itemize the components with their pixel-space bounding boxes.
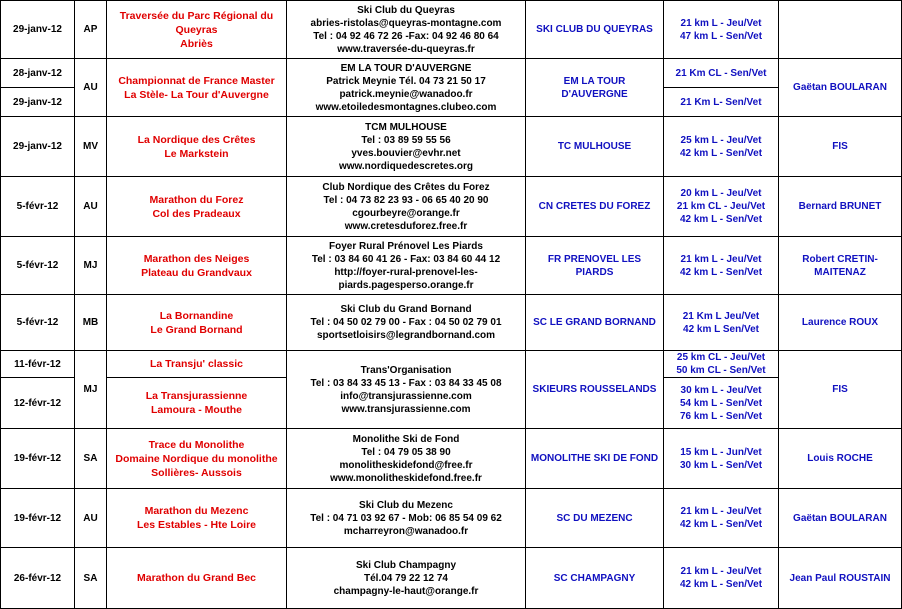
race-distances-line: 76 km L - Sen/Vet [679, 410, 763, 422]
organizer-contact-line: Ski Club du Queyras [357, 4, 455, 16]
organizing-club-line: PIARDS [575, 266, 614, 278]
date-cell [0, 236, 75, 295]
organizer-contact-line: monolitheskidefond@free.fr [339, 459, 473, 471]
organizer-contact-line: TCM MULHOUSE [365, 121, 447, 133]
organizer-contact [286, 116, 526, 177]
race-distances-line: 21 Km CL - Sen/Vet [675, 67, 767, 79]
organizer-contact-line: EM LA TOUR D'AUVERGNE [340, 62, 472, 74]
date-cell-line: 29-janv-12 [13, 96, 62, 108]
race-name-line: Lamoura - Mouthe [151, 404, 242, 416]
organizing-club [525, 236, 664, 295]
race-distances-line: 50 km CL - Sen/Vet [676, 365, 766, 376]
organizer-contact-line: www.traversée-du-queyras.fr [337, 43, 475, 55]
region-code-text: MJ [83, 260, 98, 271]
organizer-contact-line: cgourbeyre@orange.fr [352, 207, 460, 219]
race-distances-line: 42 km L Sen/Vet [683, 323, 759, 335]
race-distances [663, 116, 779, 177]
race-distances [663, 176, 779, 237]
race-name-line: Les Estables - Hte Loire [136, 519, 257, 531]
race-distances-line: 47 km L - Sen/Vet [679, 30, 763, 42]
organizer-contact [286, 428, 526, 489]
organizer-contact-line: www.nordiquedescretes.org [338, 160, 474, 172]
race-name-line: La Transju' classic [150, 358, 243, 370]
organizing-club-line: SKI CLUB DU QUEYRAS [536, 24, 653, 35]
region-code-text: AP [83, 24, 98, 35]
race-distances-line: 15 km L - Jun/Vet [680, 446, 762, 458]
organizer-contact-line: mcharreyron@wanadoo.fr [343, 525, 469, 537]
date-cell [0, 428, 75, 489]
organizer-contact [286, 488, 526, 548]
technical-delegate [778, 176, 902, 237]
organizing-club-line: CN CRETES DU FOREZ [538, 201, 651, 212]
date-cell-line: 29-janv-12 [13, 24, 62, 35]
organizer-contact [286, 294, 526, 351]
region-code [74, 0, 107, 59]
race-distances [663, 294, 779, 351]
region-code [74, 116, 107, 177]
region-code [74, 350, 107, 429]
race-distances-line: 30 km L - Jeu/Vet [680, 384, 762, 396]
race-name [106, 58, 287, 117]
region-code-text: SA [83, 453, 98, 464]
organizer-contact [286, 236, 526, 295]
race-distances [663, 377, 779, 429]
organizer-contact-line: www.etoiledesmontagnes.clubeo.com [315, 101, 497, 113]
race-name-line: Col des Pradeaux [152, 207, 241, 220]
date-cell [0, 0, 75, 59]
organizer-contact-line: Ski Club du Mezenc [359, 499, 453, 511]
race-name-line: Championnat de France Master [118, 74, 275, 87]
race-distances [663, 58, 779, 88]
organizer-contact-line: patrick.meynie@wanadoo.fr [339, 88, 473, 100]
region-code-text: MB [82, 317, 99, 328]
organizing-club [525, 176, 664, 237]
organizer-contact-line: Club Nordique des Crêtes du Forez [322, 181, 490, 193]
organizer-contact-line: Tel : 03 84 60 41 26 - Fax: 03 84 60 44 12 [311, 253, 501, 265]
region-code-text: MV [83, 141, 98, 152]
organizer-contact-line: http://foyer-rural-prenovel-les- [334, 266, 478, 278]
race-name-line: Marathon du Forez [149, 193, 244, 206]
race-distances [663, 488, 779, 548]
region-code [74, 58, 107, 117]
organizing-club-line: SC LE GRAND BORNAND [533, 317, 656, 328]
race-name-line: Abriès [180, 37, 213, 50]
race-name [106, 176, 287, 237]
organizer-contact-line: www.cretesduforez.free.fr [344, 220, 468, 232]
organizer-contact-line: Tel : 04 50 02 79 00 - Fax : 04 50 02 79 01 [310, 317, 502, 328]
race-name [106, 350, 287, 378]
date-cell [0, 58, 75, 88]
date-cell-line: 5-févr-12 [16, 260, 59, 271]
region-code-text: MJ [83, 384, 98, 395]
organizer-contact-line: Tel : 04 73 82 23 93 - 06 65 40 20 90 [323, 194, 489, 206]
region-code [74, 428, 107, 489]
race-name [106, 377, 287, 429]
race-distances [663, 87, 779, 117]
organizer-contact-line: www.monolitheskidefond.free.fr [330, 472, 482, 484]
technical-delegate [778, 547, 902, 609]
organizer-contact-line: Patrick Meynie Tél. 04 73 21 50 17 [326, 75, 486, 87]
organizer-contact-line: Foyer Rural Prénovel Les Piards [329, 240, 483, 252]
date-cell-line: 5-févr-12 [16, 201, 59, 212]
organizing-club [525, 488, 664, 548]
region-code [74, 547, 107, 609]
race-distances-line: 21 km L - Jeu/Vet [680, 506, 762, 517]
date-cell-line: 11-févr-12 [14, 358, 61, 370]
race-distances-line: 25 km L - Jeu/Vet [680, 134, 762, 146]
race-distances-line: 21 Km L- Sen/Vet [680, 96, 762, 108]
race-distances-line: 20 km L - Jeu/Vet [680, 188, 762, 199]
race-name-line: Le Grand Bornand [150, 323, 243, 336]
organizing-club-line: SKIEURS ROUSSELANDS [532, 384, 657, 395]
region-code [74, 236, 107, 295]
date-cell [0, 547, 75, 609]
race-distances-line: 21 Km L Jeu/Vet [682, 310, 760, 322]
race-name-line: La Transjurassienne [145, 390, 248, 402]
race-name [106, 116, 287, 177]
region-code-text: AU [83, 82, 98, 93]
region-code-text: AU [83, 512, 98, 524]
race-name [106, 0, 287, 59]
technical-delegate-line: Gaëtan BOULARAN [793, 512, 887, 524]
race-name-line: Marathon du Grand Bec [136, 572, 256, 584]
date-cell [0, 176, 75, 237]
organizer-contact-line: Tel : 04 71 03 92 67 - Mob: 06 85 54 09 62 [310, 512, 502, 524]
organizing-club-line: EM LA TOUR [563, 75, 626, 87]
organizer-contact-line: www.transjurassienne.com [341, 403, 471, 415]
date-cell-line: 19-févr-12 [13, 512, 62, 524]
organizer-contact-line: Monolithe Ski de Fond [352, 433, 460, 445]
date-cell-line: 5-févr-12 [16, 317, 59, 328]
race-distances-line: 25 km CL - Jeu/Vet [676, 352, 766, 363]
race-distances-line: 21 km L - Jeu/Vet [680, 566, 762, 577]
date-cell-line: 28-janv-12 [13, 67, 62, 79]
organizer-contact [286, 58, 526, 117]
date-cell [0, 294, 75, 351]
organizer-contact-line: yves.bouvier@evhr.net [351, 147, 461, 159]
region-code [74, 488, 107, 548]
race-distances-line: 42 km L - Sen/Vet [679, 579, 763, 590]
technical-delegate [778, 236, 902, 295]
race-name-line: Sollières- Aussois [151, 466, 242, 479]
race-distances-line: 54 km L - Sen/Vet [679, 397, 763, 409]
race-distances-line: 42 km L - Sen/Vet [679, 214, 763, 225]
organizer-contact-line: Tel : 03 84 33 45 13 - Fax : 03 84 33 45 08 [310, 377, 502, 389]
race-name [106, 236, 287, 295]
organizer-contact-line: Ski Club du Grand Bornand [340, 304, 472, 315]
date-cell [0, 377, 75, 429]
organizing-club-line: TC MULHOUSE [557, 141, 632, 152]
race-name-line: Trace du Monolithe [148, 438, 245, 451]
region-code-text: AU [83, 201, 98, 212]
race-name-line: Domaine Nordique du monolithe [115, 452, 278, 465]
organizer-contact-line: sportsetloisirs@legrandbornand.com [316, 330, 496, 341]
race-distances [663, 547, 779, 609]
race-name-line: La Bornandine [159, 309, 234, 322]
technical-delegate-line: Jean Paul ROUSTAIN [789, 572, 891, 584]
date-cell [0, 350, 75, 378]
race-distances-line: 21 km CL - Jeu/Vet [676, 201, 766, 212]
region-code-text: SA [83, 572, 98, 584]
race-distances-line: 21 km L - Jeu/Vet [680, 253, 762, 265]
race-distances [663, 350, 779, 378]
technical-delegate-line: Gaëtan BOULARAN [793, 82, 887, 93]
race-distances [663, 428, 779, 489]
organizing-club-line: MONOLITHE SKI DE FOND [530, 453, 659, 464]
organizing-club [525, 116, 664, 177]
race-name-line: Marathon des Neiges [143, 252, 250, 265]
date-cell [0, 87, 75, 117]
organizer-contact [286, 0, 526, 59]
race-distances [663, 236, 779, 295]
race-distances-line: 30 km L - Sen/Vet [679, 459, 763, 471]
race-name [106, 488, 287, 548]
organizer-contact-line: Trans'Organisation [360, 364, 452, 376]
technical-delegate [778, 350, 902, 429]
organizer-contact-line: abries-ristolas@queyras-montagne.com [310, 17, 502, 29]
technical-delegate [778, 58, 902, 117]
technical-delegate [778, 116, 902, 177]
date-cell [0, 488, 75, 548]
date-cell [0, 116, 75, 177]
organizing-club-line: FR PRENOVEL LES [547, 253, 642, 265]
organizer-contact [286, 176, 526, 237]
technical-delegate [778, 0, 902, 59]
region-code [74, 176, 107, 237]
organizer-contact-line: Ski Club Champagny [355, 559, 456, 571]
technical-delegate-line: Bernard BRUNET [798, 201, 882, 212]
organizer-contact [286, 547, 526, 609]
technical-delegate [778, 488, 902, 548]
race-name-line: La Stèle- La Tour d'Auvergne [124, 88, 269, 101]
organizing-club [525, 0, 664, 59]
organizer-contact-line: Tel : 04 79 05 38 90 [361, 446, 451, 458]
race-name [106, 547, 287, 609]
race-name [106, 428, 287, 489]
technical-delegate-line: Laurence ROUX [801, 317, 879, 328]
region-code [74, 294, 107, 351]
technical-delegate-line: FIS [832, 141, 848, 152]
technical-delegate [778, 428, 902, 489]
race-name-line: Marathon du Mezenc [144, 505, 249, 517]
date-cell-line: 19-févr-12 [13, 453, 62, 464]
organizer-contact-line: Tél.04 79 22 12 74 [364, 572, 448, 584]
organizing-club [525, 294, 664, 351]
organizing-club [525, 547, 664, 609]
date-cell-line: 26-févr-12 [13, 572, 62, 584]
race-name-line: La Nordique des Crêtes [137, 133, 256, 146]
technical-delegate-line: Robert CRETIN- [802, 253, 878, 265]
organizing-club-line: SC CHAMPAGNY [553, 572, 636, 584]
race-name [106, 294, 287, 351]
date-cell-line: 29-janv-12 [13, 141, 62, 152]
organizing-club [525, 350, 664, 429]
technical-delegate [778, 294, 902, 351]
race-name-line: Le Markstein [164, 147, 229, 160]
organizing-club [525, 58, 664, 117]
organizing-club-line: D'AUVERGNE [561, 88, 628, 100]
race-distances-line: 21 km L - Jeu/Vet [680, 17, 762, 29]
organizer-contact-line: Tel : 03 89 59 55 56 [361, 134, 451, 146]
race-name-line: Queyras [175, 23, 218, 36]
organizing-club-line: SC DU MEZENC [556, 512, 633, 524]
race-distances-line: 42 km L - Sen/Vet [679, 147, 763, 159]
technical-delegate-line: Louis ROCHE [807, 453, 873, 464]
organizer-contact-line: Tel : 04 92 46 72 26 -Fax: 04 92 46 80 64 [313, 30, 499, 42]
technical-delegate-line: FIS [832, 384, 848, 395]
race-name-line: Traversée du Parc Régional du [119, 9, 274, 22]
organizer-contact-line: piards.pagesperso.orange.fr [338, 279, 474, 291]
organizing-club [525, 428, 664, 489]
date-cell-line: 12-févr-12 [13, 397, 62, 409]
technical-delegate-line: MAITENAZ [814, 266, 866, 278]
race-distances-line: 42 km L - Sen/Vet [679, 266, 763, 278]
race-distances [663, 0, 779, 59]
organizer-contact [286, 350, 526, 429]
race-distances-line: 42 km L - Sen/Vet [679, 519, 763, 530]
organizer-contact-line: champagny-le-haut@orange.fr [333, 585, 479, 597]
organizer-contact-line: info@transjurassienne.com [340, 390, 472, 402]
race-name-line: Plateau du Grandvaux [141, 266, 252, 279]
